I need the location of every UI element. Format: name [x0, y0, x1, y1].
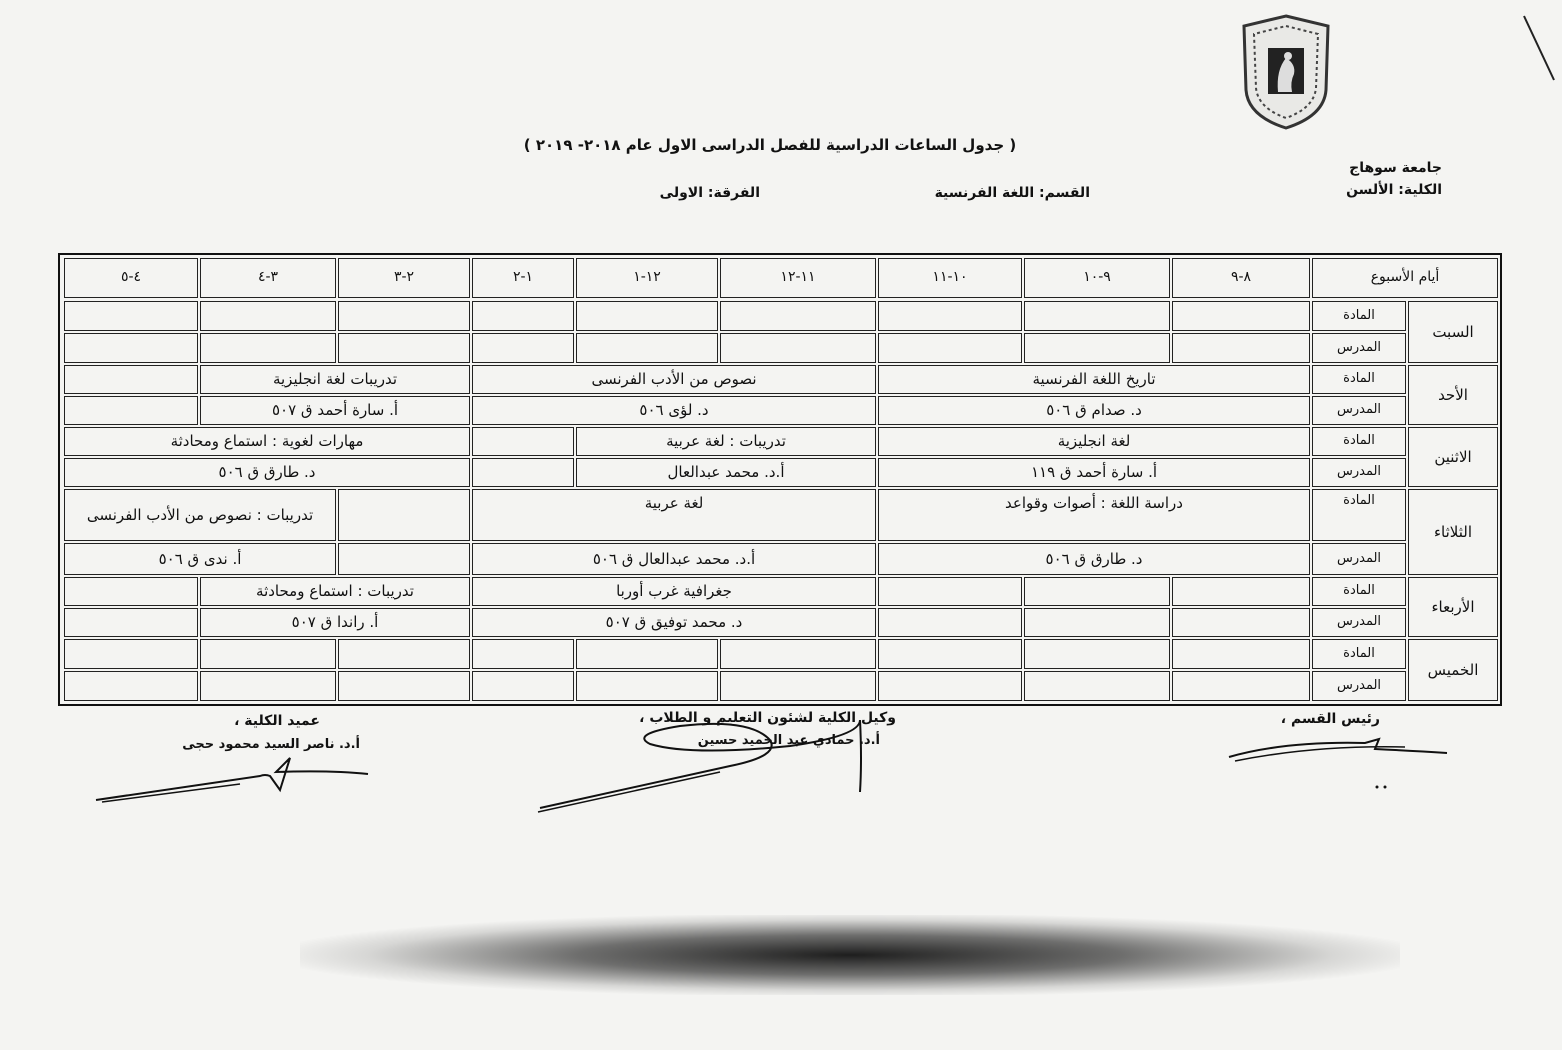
empty-cell: [338, 489, 470, 541]
empty-cell: [1172, 333, 1310, 363]
empty-cell: [720, 333, 876, 363]
time-slot-header: ٢-٣: [338, 258, 470, 298]
class-subject: نصوص من الأدب الفرنسى: [472, 365, 876, 394]
empty-cell: [1024, 639, 1170, 669]
year-line: [610, 185, 760, 201]
class-teacher-room: أ. سارة أحمد ق ٥٠٧: [200, 396, 470, 425]
document-title: ( جدول الساعات الدراسية للفصل الدراسى الاول عام ٢٠١٨- ٢٠١٩ ): [523, 136, 1017, 154]
empty-cell: [338, 333, 470, 363]
class-teacher-room: د. لؤى ٥٠٦: [472, 396, 876, 425]
class-teacher-room: د. محمد توفيق ق ٥٠٧: [472, 608, 876, 637]
teacher-label: المدرس: [1312, 671, 1406, 701]
empty-cell: [576, 639, 718, 669]
vice-dean-name: أ.د. حمادي عبد الحميد حسين: [697, 733, 880, 748]
time-slot-header: ٩-١٠: [1024, 258, 1170, 298]
day-thursday: الخميس: [1408, 639, 1498, 701]
class-teacher-room: د. طارق ق ٥٠٦: [878, 543, 1310, 575]
time-slot-header: ١-٢: [472, 258, 574, 298]
empty-cell: [64, 577, 198, 606]
empty-cell: [878, 671, 1022, 701]
class-teacher-room: أ.د. محمد عبدالعال ق ٥٠٦: [472, 543, 876, 575]
class-teacher-room: أ. ندى ق ٥٠٦: [64, 543, 336, 575]
empty-cell: [878, 608, 1022, 637]
class-subject: تدريبات : نصوص من الأدب الفرنسى: [64, 489, 336, 541]
empty-cell: [64, 333, 198, 363]
empty-cell: [576, 671, 718, 701]
empty-cell: [338, 543, 470, 575]
faculty-value: الألسن: [1346, 182, 1394, 198]
empty-cell: [338, 639, 470, 669]
teacher-label: المدرس: [1312, 458, 1406, 487]
university-seal-logo: [1238, 12, 1334, 132]
empty-cell: [878, 639, 1022, 669]
empty-cell: [472, 427, 574, 456]
faculty-label: الكلية:: [1398, 182, 1442, 198]
class-subject: تدريبات لغة انجليزية: [200, 365, 470, 394]
class-subject: مهارات لغوية : استماع ومحادثة: [64, 427, 470, 456]
time-slot-header: ١٠-١١: [878, 258, 1022, 298]
subject-label: المادة: [1312, 427, 1406, 456]
empty-cell: [1172, 671, 1310, 701]
pen-mark: [1520, 10, 1562, 90]
time-slot-header: ١١-١٢: [720, 258, 876, 298]
empty-cell: [878, 333, 1022, 363]
faculty-line: [1300, 182, 1442, 198]
vice-dean-signature: [530, 700, 880, 820]
empty-cell: [472, 671, 574, 701]
teacher-label: المدرس: [1312, 608, 1406, 637]
empty-cell: [338, 671, 470, 701]
class-teacher-room: أ.د. محمد عبدالعال: [576, 458, 876, 487]
empty-cell: [576, 301, 718, 331]
class-teacher-room: أ. راندا ق ٥٠٧: [200, 608, 470, 637]
day-saturday: السبت: [1408, 301, 1498, 363]
empty-cell: [1172, 639, 1310, 669]
empty-cell: [576, 333, 718, 363]
empty-cell: [200, 333, 336, 363]
class-teacher-room: د. صدام ق ٥٠٦: [878, 396, 1310, 425]
teacher-label: المدرس: [1312, 396, 1406, 425]
department-value: اللغة الفرنسية: [934, 185, 1035, 201]
class-subject: لغة عربية: [472, 489, 876, 541]
empty-cell: [200, 671, 336, 701]
empty-cell: [878, 301, 1022, 331]
empty-cell: [1024, 333, 1170, 363]
class-teacher-room: د. طارق ق ٥٠٦: [64, 458, 470, 487]
class-subject: لغة انجليزية: [878, 427, 1310, 456]
teacher-label: المدرس: [1312, 333, 1406, 363]
empty-cell: [1024, 608, 1170, 637]
empty-cell: [64, 301, 198, 331]
empty-cell: [1172, 608, 1310, 637]
dean-signature: [90, 750, 380, 810]
empty-cell: [64, 671, 198, 701]
subject-label: المادة: [1312, 577, 1406, 606]
time-slot-header: ٣-٤: [200, 258, 336, 298]
empty-cell: [720, 671, 876, 701]
subject-label: المادة: [1312, 301, 1406, 331]
university-name: جامعة سوهاج: [1349, 160, 1442, 176]
empty-cell: [472, 639, 574, 669]
empty-cell: [1024, 577, 1170, 606]
empty-cell: [64, 365, 198, 394]
empty-cell: [64, 396, 198, 425]
subject-label: المادة: [1312, 639, 1406, 669]
head-of-department-signature: [1225, 725, 1455, 795]
schedule-table: [58, 253, 1502, 706]
class-subject: دراسة اللغة : أصوات وقواعد: [878, 489, 1310, 541]
class-subject: تدريبات : استماع ومحادثة: [200, 577, 470, 606]
teacher-label: المدرس: [1312, 543, 1406, 575]
empty-cell: [878, 577, 1022, 606]
empty-cell: [1024, 671, 1170, 701]
corner-header: أيام الأسبوع: [1312, 258, 1498, 298]
class-teacher-room: أ. سارة أحمد ق ١١٩: [878, 458, 1310, 487]
year-value: الاولى: [659, 185, 704, 201]
day-wednesday: الأربعاء: [1408, 577, 1498, 637]
day-tuesday: الثلاثاء: [1408, 489, 1498, 575]
empty-cell: [338, 301, 470, 331]
subject-label: المادة: [1312, 365, 1406, 394]
scan-shadow: [300, 915, 1400, 995]
department-label: القسم:: [1039, 185, 1090, 201]
subject-label: المادة: [1312, 489, 1406, 541]
empty-cell: [200, 639, 336, 669]
empty-cell: [472, 301, 574, 331]
empty-cell: [720, 301, 876, 331]
empty-cell: [1172, 577, 1310, 606]
department-line: [930, 185, 1090, 201]
empty-cell: [64, 608, 198, 637]
year-label: الفرقة:: [707, 185, 760, 201]
empty-cell: [200, 301, 336, 331]
time-slot-header: ١٢-١: [576, 258, 718, 298]
class-subject: تاريخ اللغة الفرنسية: [878, 365, 1310, 394]
time-slot-header: ٨-٩: [1172, 258, 1310, 298]
dean-title: عميد الكلية ،: [234, 713, 320, 729]
class-subject: جغرافية غرب أوربا: [472, 577, 876, 606]
empty-cell: [472, 458, 574, 487]
head-of-department-title: رئيس القسم ،: [1280, 711, 1380, 727]
empty-cell: [720, 639, 876, 669]
vice-dean-title: وكيل الكلية لشئون التعليم و الطلاب ،: [639, 710, 896, 726]
empty-cell: [472, 333, 574, 363]
empty-cell: [1024, 301, 1170, 331]
time-slot-header: ٤-٥: [64, 258, 198, 298]
empty-cell: [1172, 301, 1310, 331]
class-subject: تدريبات : لغة عربية: [576, 427, 876, 456]
day-sunday: الأحد: [1408, 365, 1498, 425]
day-monday: الاثنين: [1408, 427, 1498, 487]
dean-name: أ.د. ناصر السيد محمود حجى: [182, 737, 360, 752]
empty-cell: [64, 639, 198, 669]
